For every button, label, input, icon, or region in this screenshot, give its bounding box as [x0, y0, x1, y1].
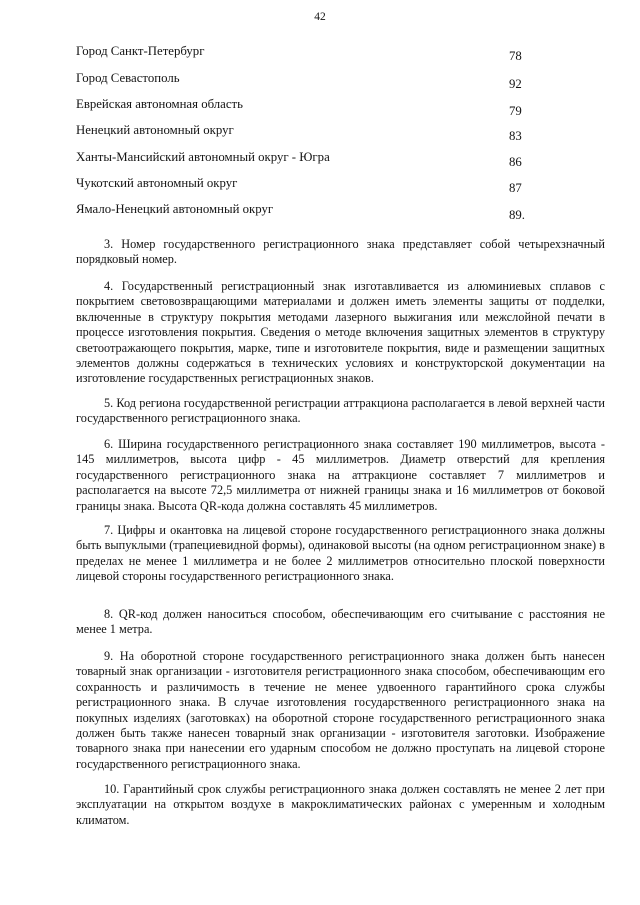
- region-code: 79: [509, 104, 522, 118]
- paragraph-7: 7. Цифры и окантовка на лицевой стороне государственного регистрационного знака должны быть выпуклыми (трапециевидной формы), одинаковой высоты (на одном регистрационном знаке) в пределах не менее 1 миллиметра и не более 2 миллиметров относительно плоской поверхности лицевой стороны государственного регистрационного знака.: [76, 523, 605, 584]
- region-name: Город Севастополь: [76, 71, 180, 85]
- region-code: 83: [509, 129, 522, 143]
- region-name: Еврейская автономная область: [76, 97, 243, 111]
- region-name: Город Санкт-Петербург: [76, 44, 205, 58]
- paragraph-9: 9. На оборотной стороне государственного регистрационного знака должен быть нанесен товарный знак организации - изготовителя регистрационного знака способом, обеспечивающим его сохранность и различимость в течение не менее удвоенного гарантийного срока службы регистрационного знака. В случае изготовления государственного регистрационного знака на покупных изделиях (заготовках) на оборотной стороне государственного регистрационного знака должен быть также нанесен товарный знак организации - изготовителя заготовки. Изображение товарного знака при нанесении его ударным способом не должно проступать на лицевой стороне государственного регистрационного знака.: [76, 649, 605, 771]
- paragraph-6: 6. Ширина государственного регистрационного знака составляет 190 миллиметров, высота - 145 миллиметров, высота цифр - 45 миллиметров. Диаметр отверстий для крепления государственного регистрационного знака на аттракционе составляет 7 миллиметров и располагается на высоте 72,5 миллиметра от нижней границы знака и 16 миллиметров от боковой границы знака. Высота QR-кода должна составлять 45 миллиметров.: [76, 437, 605, 513]
- region-code: 89.: [509, 208, 525, 222]
- region-code: 86: [509, 155, 522, 169]
- region-name: Ханты-Мансийский автономный округ - Югра: [76, 150, 330, 164]
- paragraph-10: 10. Гарантийный срок службы регистрационного знака должен составлять не менее 2 лет при эксплуатации на открытом воздухе в макроклиматических районах с умеренным и холодным климатом.: [76, 782, 605, 827]
- paragraph-8: 8. QR-код должен наноситься способом, обеспечивающим его считывание с расстояния не менее 1 метра.: [76, 607, 605, 637]
- region-name: Чукотский автономный округ: [76, 176, 238, 190]
- region-name: Ямало-Ненецкий автономный округ: [76, 202, 274, 216]
- paragraph-4: 4. Государственный регистрационный знак изготавливается из алюминиевых сплавов с покрытием световозвращающими материалами и должен иметь элементы защиты от подделки, включенные в структуру покрытия методами лазерного выжигания или межслойной печати в процессе изготовления покрытия. Сведения о методе включения защитных элементов в структуру светоотражающего покрытия, марке, типе и изготовителе покрытия, виде и размещении защитных элементов должны содержаться в технических условиях и конструкторской документации на изготовление государственных регистрационных знаков.: [76, 279, 605, 386]
- page-number: 42: [314, 11, 326, 23]
- region-name: Ненецкий автономный округ: [76, 123, 234, 137]
- paragraph-3: 3. Номер государственного регистрационного знака представляет собой четырехзначный порядковый номер.: [76, 237, 605, 267]
- region-code: 87: [509, 181, 522, 195]
- paragraph-5: 5. Код региона государственной регистрации аттракциона располагается в левой верхней части государственного регистрационного знака.: [76, 396, 605, 426]
- region-code: 78: [509, 49, 522, 63]
- region-code: 92: [509, 77, 522, 91]
